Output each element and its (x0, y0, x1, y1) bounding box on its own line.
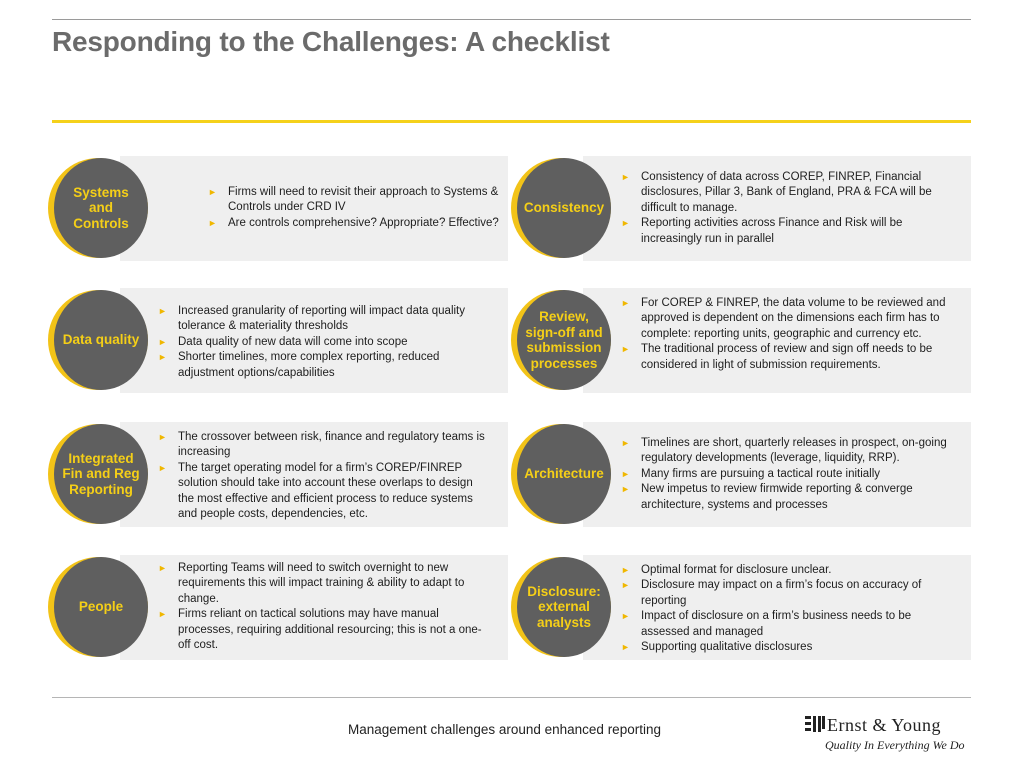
checklist-card (48, 288, 508, 393)
card-label: Integrated Fin and Reg Reporting (62, 450, 140, 497)
list-item (621, 482, 956, 513)
bullet-arrow-icon: ► (621, 298, 630, 308)
list-item-text: Firms reliant on tactical solutions may have manual processes, requiring additional resourcing; this is not a one-off cost. (178, 608, 482, 652)
list-item (158, 350, 488, 381)
list-item (621, 170, 951, 216)
list-item (621, 342, 956, 373)
list-item-text: The target operating model for a firm’s COREP/FINREP solution should take into account these overlaps to design the most effective and efficient process to reduce systems and people costs, dependencies, etc. (178, 461, 473, 521)
card-label-disc (517, 557, 611, 657)
bullet-arrow-icon: ► (158, 462, 167, 473)
page-title: Responding to the Challenges: A checklist (52, 26, 610, 57)
bullet-arrow-icon: ► (621, 468, 630, 479)
checklist-card (511, 156, 971, 261)
bullet-arrow-icon: ► (158, 609, 167, 620)
logo-brand-name: Ernst & Young (827, 715, 942, 735)
list-item-text: Many firms are pursuing a tactical route initially (641, 467, 881, 480)
bullet-arrow-icon: ► (621, 344, 630, 355)
list-item-text: Are controls comprehensive? Appropriate? Effective? (228, 216, 499, 229)
card-bullet-list (621, 170, 951, 247)
card-bullet-list (158, 430, 488, 522)
card-label-disc (54, 557, 148, 657)
bullet-arrow-icon: ► (621, 172, 630, 182)
list-item (621, 578, 956, 609)
bullet-arrow-icon: ► (621, 565, 630, 575)
card-label: Data quality (62, 332, 140, 348)
list-item-text: Optimal format for disclosure unclear. (641, 564, 832, 576)
list-item (621, 640, 956, 655)
card-bullet-list (208, 185, 538, 231)
card-label: Consistency (523, 200, 605, 216)
footer-divider (52, 697, 971, 698)
logo-tagline: Quality In Everything We Do (825, 738, 965, 752)
card-label: Review, sign-off and submission processes (525, 309, 603, 371)
list-item-text: Data quality of new data will come into scope (178, 335, 408, 348)
checklist-card (48, 422, 508, 527)
bullet-arrow-icon: ► (158, 563, 167, 573)
list-item-text: Reporting Teams will need to switch overnight to new requirements this will impact training & ability to adapt to change. (178, 562, 465, 605)
list-item-text: The traditional process of review and sign off needs to be considered in light of submission requirements. (641, 343, 933, 371)
bullet-arrow-icon: ► (621, 484, 630, 495)
list-item-text: Timelines are short, quarterly releases in prospect, on-going regulatory developments (leverage, liquidity, RRP). (641, 437, 947, 465)
card-bullet-list (621, 563, 956, 655)
top-divider (52, 19, 971, 20)
checklist-card (511, 288, 971, 393)
card-bullet-list (621, 296, 956, 373)
title-accent-rule (52, 120, 971, 123)
checklist-card (48, 156, 508, 261)
list-item-text: For COREP & FINREP, the data volume to be reviewed and approved is dependent on the dimensions each firm has to complete: reporting units, geographic and currency etc. (641, 297, 946, 340)
list-item (158, 461, 488, 523)
checklist-card (511, 422, 971, 527)
list-item-text: Supporting qualitative disclosures (641, 641, 813, 654)
bullet-arrow-icon: ► (208, 187, 217, 197)
card-label-disc (54, 290, 148, 390)
card-label: Disclosure: external analysts (527, 583, 601, 630)
card-label-disc (517, 158, 611, 258)
list-item (158, 430, 488, 461)
list-item-text: Reporting activities across Finance and Risk will be increasingly run in parallel (641, 217, 903, 245)
list-item (208, 216, 538, 231)
bullet-arrow-icon: ► (158, 306, 167, 316)
card-label-disc (517, 290, 611, 390)
list-item (158, 561, 488, 607)
checklist-card (48, 555, 508, 660)
list-item (621, 436, 956, 467)
card-bullet-list (621, 436, 956, 513)
card-label: Architecture (524, 466, 604, 482)
list-item-text: Impact of disclosure on a firm’s business needs to be assessed and managed (641, 610, 912, 638)
list-item (621, 563, 956, 578)
list-item (621, 296, 956, 342)
list-item-text: New impetus to review firmwide reporting & converge architecture, systems and processes (641, 483, 913, 511)
list-item (208, 185, 538, 216)
bullet-arrow-icon: ► (621, 611, 630, 622)
list-item-text: Increased granularity of reporting will impact data quality tolerance & materiality thresholds (178, 305, 466, 333)
card-bullet-list (158, 561, 488, 653)
list-item-text: Consistency of data across COREP, FINREP, Financial disclosures, Pillar 3, Bank of England, PRA & FCA will be difficult to manage. (641, 171, 932, 214)
ey-logo-icon (805, 716, 825, 732)
ernst-young-logo (805, 713, 975, 757)
bullet-arrow-icon: ► (208, 217, 217, 228)
list-item (158, 304, 488, 335)
bullet-arrow-icon: ► (621, 580, 630, 591)
card-label: Systems and Controls (73, 184, 129, 231)
list-item-text: Firms will need to revisit their approach to Systems & Controls under CRD IV (228, 186, 499, 214)
list-item (621, 216, 951, 247)
list-item (621, 609, 956, 640)
list-item-text: Disclosure may impact on a firm’s focus on accuracy of reporting (641, 579, 922, 607)
footer-caption: Management challenges around enhanced reporting (348, 722, 661, 737)
bullet-arrow-icon: ► (621, 642, 630, 653)
list-item (158, 607, 488, 653)
card-label-disc (517, 424, 611, 524)
list-item (158, 335, 488, 350)
bullet-arrow-icon: ► (158, 352, 167, 363)
bullet-arrow-icon: ► (158, 432, 167, 442)
card-bullet-list (158, 304, 488, 381)
bullet-arrow-icon: ► (621, 438, 630, 448)
bullet-arrow-icon: ► (621, 218, 630, 229)
bullet-arrow-icon: ► (158, 336, 167, 347)
card-label-disc (54, 158, 148, 258)
card-label: People (78, 599, 124, 615)
list-item-text: Shorter timelines, more complex reporting, reduced adjustment options/capabilities (178, 351, 440, 379)
list-item (621, 467, 956, 482)
list-item-text: The crossover between risk, finance and regulatory teams is increasing (178, 431, 485, 459)
checklist-card (511, 555, 971, 660)
card-label-disc (54, 424, 148, 524)
